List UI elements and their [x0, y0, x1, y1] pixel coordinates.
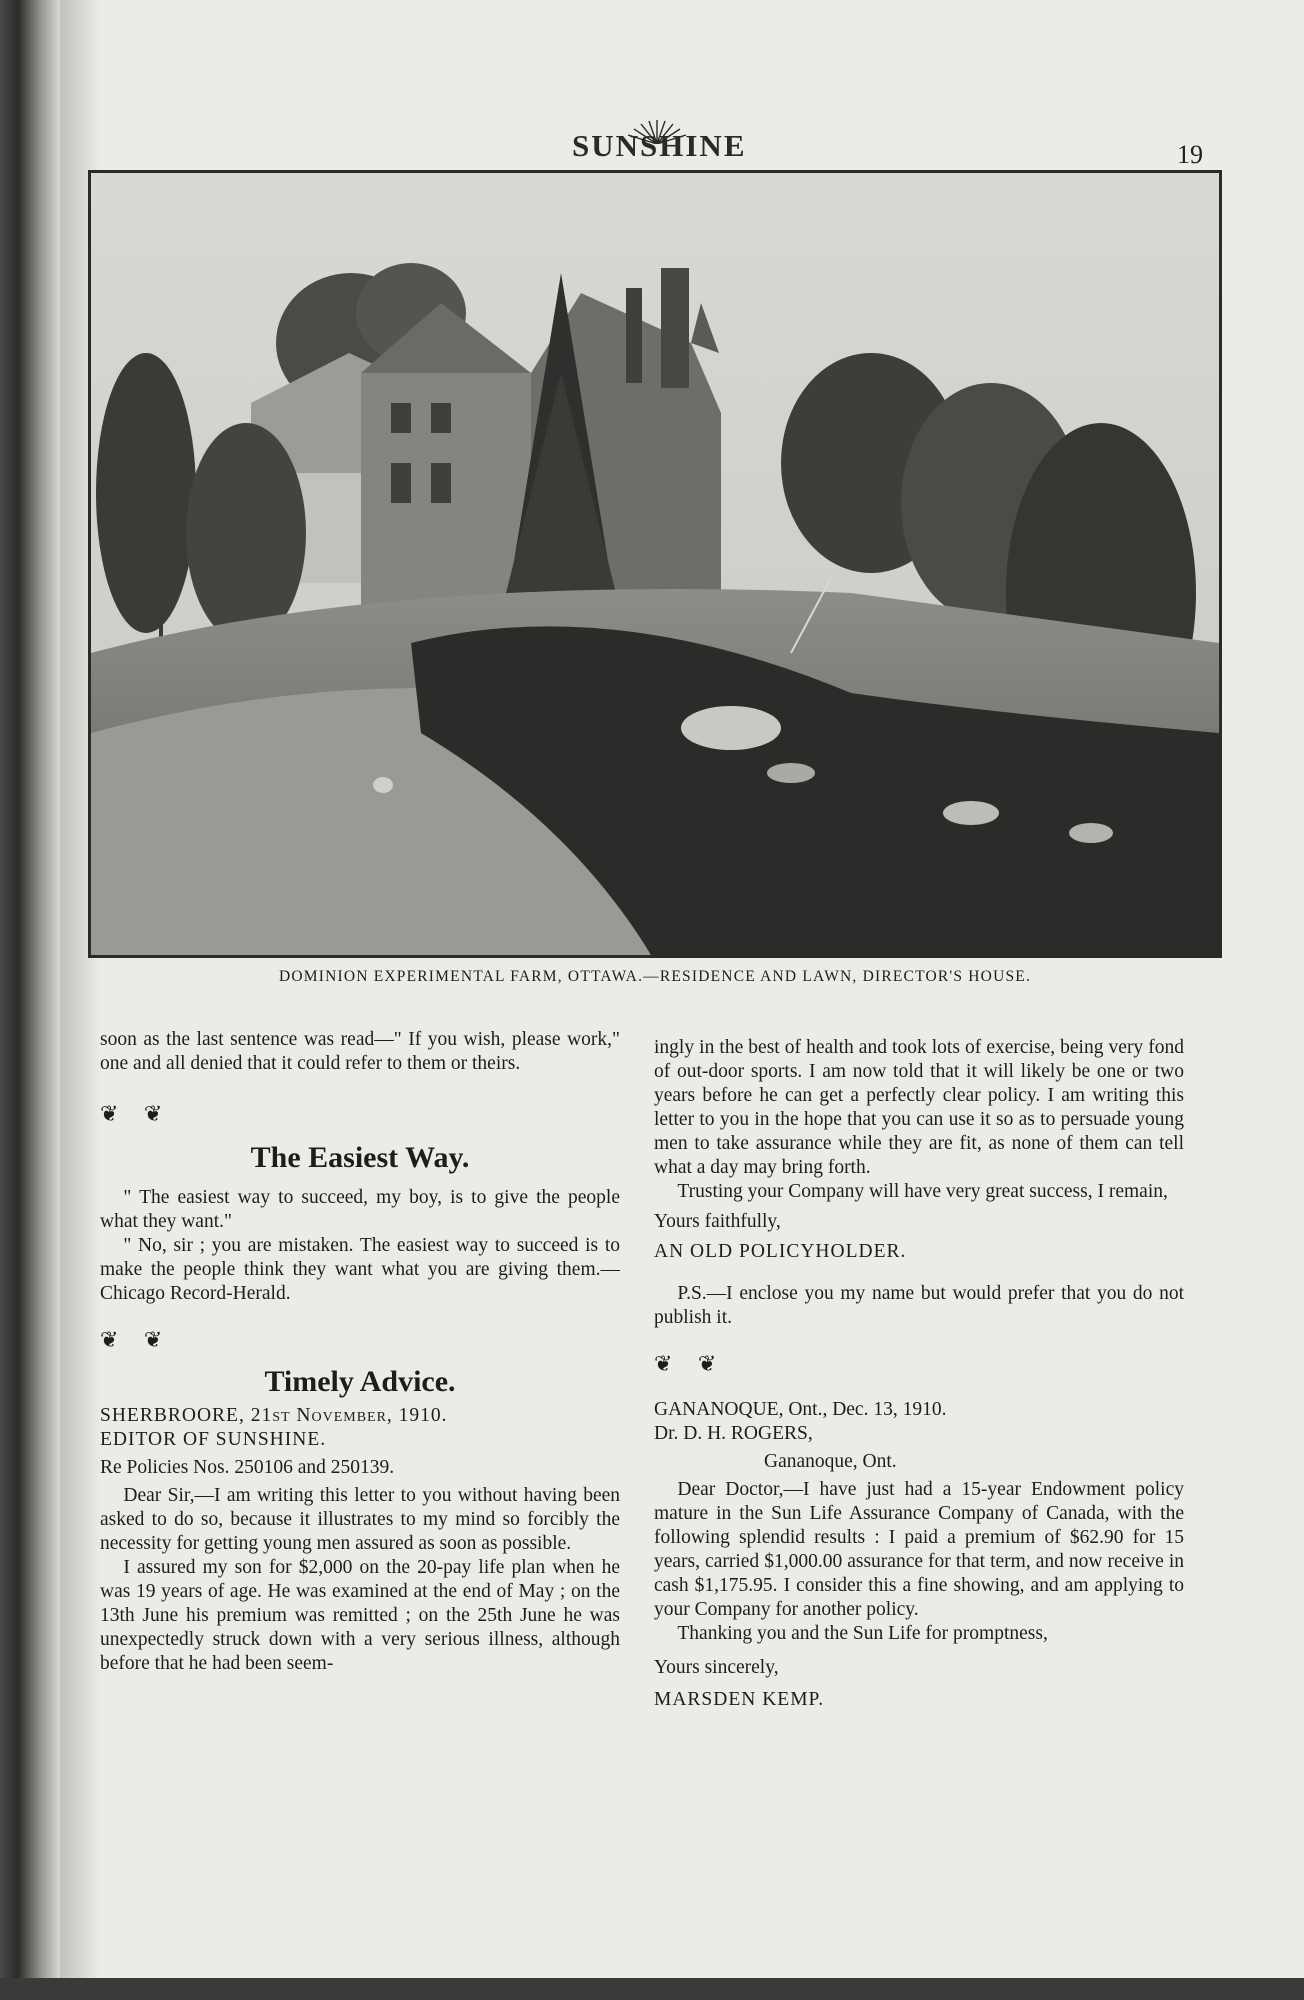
letter-re-line: Re Policies Nos. 250106 and 250139.: [100, 1457, 395, 1478]
page-number: 19: [1177, 140, 1203, 169]
book-spine-edge: [0, 0, 60, 2000]
letter-signature: AN OLD POLICYHOLDER.: [654, 1241, 907, 1262]
right-column: [654, 1036, 1184, 1712]
letter2-place: Gananoque, Ont.: [764, 1451, 897, 1472]
letter-paragraph-2: I assured my son for $2,000 on the 20-pay life plan when he was 19 years of age. He was examined at the end of May ; on the 13th June his premium was remitted ; on the 25th June he was unexpectedly struck down with a very serious illness, although before that he had been seem-: [100, 1557, 620, 1674]
letter2-dateline: GANANOQUE, Ont., Dec. 13, 1910.: [654, 1399, 947, 1420]
easiest-way-paragraph-2: " No, sir ; you are mistaken. The easiest way to succeed is to make the people think they want what you are giving them.—Chicago Record-Herald.: [100, 1235, 620, 1304]
masthead-title: SUNSHINE: [572, 128, 747, 163]
masthead: [572, 118, 747, 163]
ornament-leaves-icon: ❦ ❦: [100, 1327, 173, 1352]
trusting-paragraph: Trusting your Company will have very great success, I remain,: [677, 1181, 1168, 1202]
letter-paragraph-1: Dear Sir,—I am writing this letter to you without having been asked to do so, because it illustrates to my mind so forcibly the necessity for getting young men assured as soon as possible.: [100, 1485, 620, 1554]
letter2-paragraph-1: Dear Doctor,—I have just had a 15-year Endowment policy mature in the Sun Life Assurance Company of Canada, with the following splendid results : I paid a premium of $62.90 for 15 years, carried $1,000.00 assurance for that term, and now receive in cash $1,175.95. I consider this a fine showing, and am applying to your Company for another policy.: [654, 1479, 1184, 1620]
ornament-leaves-icon: ❦ ❦: [100, 1101, 173, 1126]
photograph: [88, 170, 1222, 958]
letter-closing: Yours faithfully,: [654, 1211, 781, 1232]
postscript: P.S.—I enclose you my name but would prefer that you do not publish it.: [654, 1283, 1184, 1328]
letter-addressee: EDITOR OF SUNSHINE.: [100, 1429, 327, 1450]
left-column: [100, 1028, 620, 1676]
letter2-closing: Yours sincerely,: [654, 1657, 779, 1678]
letter2-signature: MARSDEN KEMP.: [654, 1689, 825, 1710]
letter2-addressee: Dr. D. H. ROGERS,: [654, 1423, 813, 1444]
heading-easiest-way: The Easiest Way.: [250, 1141, 470, 1174]
farm-residence-photo: [91, 173, 1219, 955]
letter2-paragraph-2: Thanking you and the Sun Life for promptness,: [677, 1623, 1048, 1644]
heading-timely-advice: Timely Advice.: [264, 1365, 456, 1398]
ornament-leaves-icon: ❦ ❦: [654, 1351, 727, 1376]
continued-paragraph: soon as the last sentence was read—" If you wish, please work," one and all denied that it could refer to them or theirs.: [100, 1029, 620, 1074]
letter-dateline: SHERBROORE, 21st November, 1910.: [100, 1405, 448, 1426]
continued-paragraph: ingly in the best of health and took lots of exercise, being very fond of out-door sports. I am now told that it will likely be one or two years before he can get a perfectly clear policy. I am writing this letter to you in the hope that you can use it so as to persuade young men to take assurance while they are fit, as none of them can tell what a day may bring forth.: [654, 1037, 1184, 1178]
easiest-way-paragraph-1: " The easiest way to succeed, my boy, is to give the people what they want.": [100, 1187, 620, 1232]
bottom-edge: [0, 1978, 1304, 2000]
photo-caption: DOMINION EXPERIMENTAL FARM, OTTAWA.—RESIDENCE AND LAWN, DIRECTOR'S HOUSE.: [278, 968, 1032, 985]
